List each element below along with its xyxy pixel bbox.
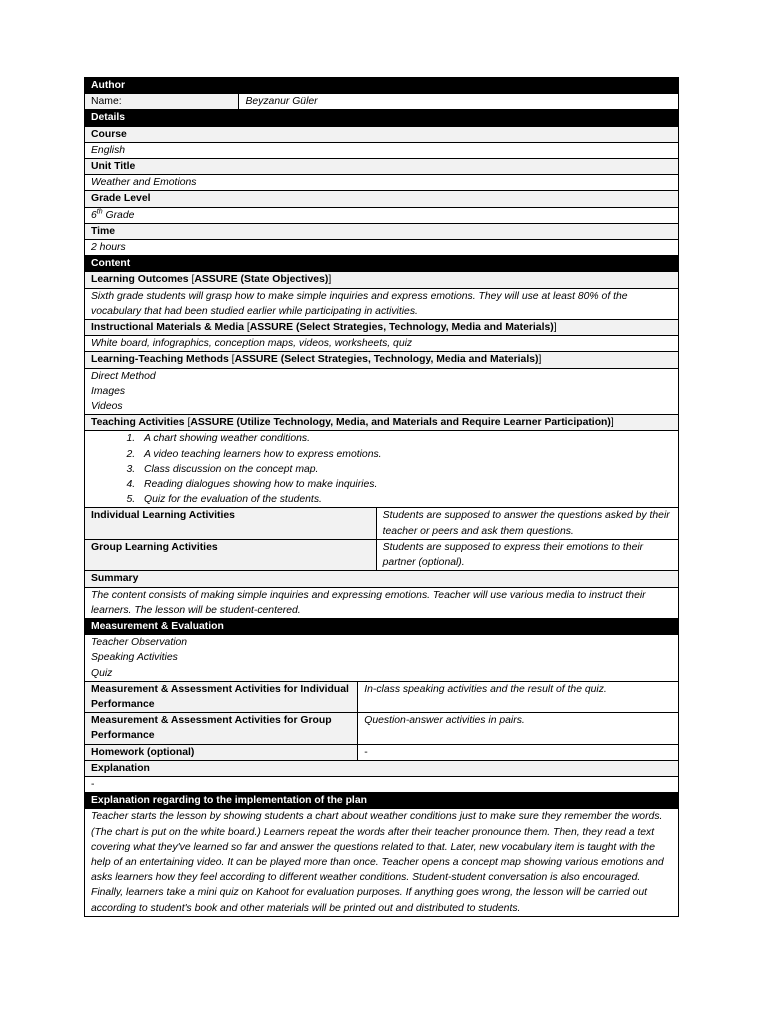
learning-outcomes-label: Learning Outcomes [ASSURE (State Objectives)] (85, 272, 679, 288)
materials-text: White board, infographics, conception maps, videos, worksheets, quiz (85, 336, 679, 352)
methods-tag: ASSURE (Select Strategies, Technology, Media and Materials) (234, 354, 539, 366)
group-activities-label: Group Learning Activities (85, 539, 377, 570)
homework-value: - (358, 744, 679, 760)
measurement-method-item: Quiz (91, 667, 113, 679)
activity-item: 5. Quiz for the evaluation of the students. (138, 492, 672, 507)
unit-title-value: Weather and Emotions (85, 175, 679, 191)
materials-tag: ASSURE (Select Strategies, Technology, Media and Materials) (249, 322, 554, 334)
measurement-method-item: Teacher Observation (91, 637, 188, 649)
method-item: Videos (91, 401, 123, 413)
content-header: Content (85, 256, 679, 272)
course-value: English (85, 142, 679, 158)
method-item: Images (91, 385, 126, 397)
individual-activities-label: Individual Learning Activities (85, 508, 377, 539)
activity-item: 3. Class discussion on the concept map. (138, 462, 672, 477)
methods-title: Learning-Teaching Methods (91, 354, 229, 366)
lesson-plan-table (84, 77, 679, 508)
measurement-header: Measurement & Evaluation (85, 618, 679, 634)
grade-level-value (85, 207, 679, 223)
grade-suffix: th (96, 208, 103, 216)
summary-text: The content consists of making simple inquiries and expressing emotions. Teacher will use various media to instruct their learners. The lesson will be student-centered. (85, 587, 679, 618)
group-assessment-label: Measurement & Assessment Activities for Group Performance (85, 713, 358, 744)
activity-item: 2. A video teaching learners how to express emotions. (138, 447, 672, 462)
activity-item: 4. Reading dialogues showing how to make inquiries. (138, 477, 672, 492)
teaching-activities-tag: ASSURE (Utilize Technology, Media, and Materials and Require Learner Participation) (190, 417, 611, 429)
summary-label: Summary (85, 571, 679, 587)
learning-outcomes-title: Learning Outcomes (91, 274, 189, 286)
teaching-activities-list (91, 431, 672, 507)
learning-outcomes-text: Sixth grade students will grasp how to make simple inquiries and express emotions. They will use at least 80% of the vocabulary that had been studied earlier while participating in activities. (85, 288, 679, 319)
name-label: Name: (85, 94, 239, 110)
group-activities-text: Students are supposed to express their emotions to their partner (optional). (376, 539, 678, 570)
grade-level-label: Grade Level (85, 191, 679, 207)
teaching-activities-cell (85, 431, 679, 508)
name-value: Beyzanur Güler (239, 94, 679, 110)
implementation-text: Teacher starts the lesson by showing students a chart about weather conditions just to make sure they remember the words. (The chart is put on the white board.) Learners repeat the words after their teacher pronounce them. Then, they read a text covering what they've learned so far and answer the questions related to that. Later, new vocabulary item is taught with the help of an entertaining video. It can be played more than once. Teacher opens a concept map showing various emotions and asks learners how they feel according to different weather conditions. Student-student conversation is also encouraged. Finally, learners take a mini quiz on Kahoot for evaluation purposes. If anything goes wrong, the lesson will be carried out according to student's book and other materials will be printed out and distributed to students. (85, 809, 679, 916)
individual-assessment-label: Measurement & Assessment Activities for Individual Performance (85, 681, 358, 712)
explanation-label: Explanation (85, 760, 679, 776)
summary-table (84, 570, 679, 681)
measurement-method-item: Speaking Activities (91, 652, 178, 664)
materials-title: Instructional Materials & Media (91, 322, 245, 334)
details-header: Details (85, 110, 679, 126)
teaching-activities-title: Teaching Activities (91, 417, 185, 429)
author-header: Author (85, 78, 679, 94)
time-label: Time (85, 223, 679, 239)
homework-label: Homework (optional) (85, 744, 358, 760)
teaching-activities-label: Teaching Activities [ASSURE (Utilize Technology, Media, and Materials and Require Learner Participation)] (85, 415, 679, 431)
activity-item: 1. A chart showing weather conditions. (138, 431, 672, 446)
lesson-plan-document (84, 77, 679, 917)
methods-list (85, 368, 679, 415)
implementation-header: Explanation regarding to the implementation of the plan (85, 793, 679, 809)
individual-assessment-text: In-class speaking activities and the result of the quiz. (358, 681, 679, 712)
materials-label: Instructional Materials & Media [ASSURE (Select Strategies, Technology, Media and Materials)] (85, 320, 679, 336)
grade-number: 6 (91, 209, 97, 221)
methods-label: Learning-Teaching Methods [ASSURE (Select Strategies, Technology, Media and Materials)] (85, 352, 679, 368)
explanation-value: - (85, 776, 679, 792)
grade-word: Grade (102, 209, 135, 221)
assessment-table (84, 681, 679, 761)
individual-activities-text: Students are supposed to answer the questions asked by their teacher or peers and ask them questions. (376, 508, 678, 539)
group-assessment-text: Question-answer activities in pairs. (358, 713, 679, 744)
method-item: Direct Method (91, 370, 156, 382)
learning-outcomes-tag: ASSURE (State Objectives) (194, 274, 329, 286)
explanation-table (84, 760, 679, 917)
unit-title-label: Unit Title (85, 159, 679, 175)
learning-activities-table (84, 507, 679, 571)
time-value: 2 hours (85, 240, 679, 256)
measurement-methods (85, 635, 679, 682)
course-label: Course (85, 126, 679, 142)
